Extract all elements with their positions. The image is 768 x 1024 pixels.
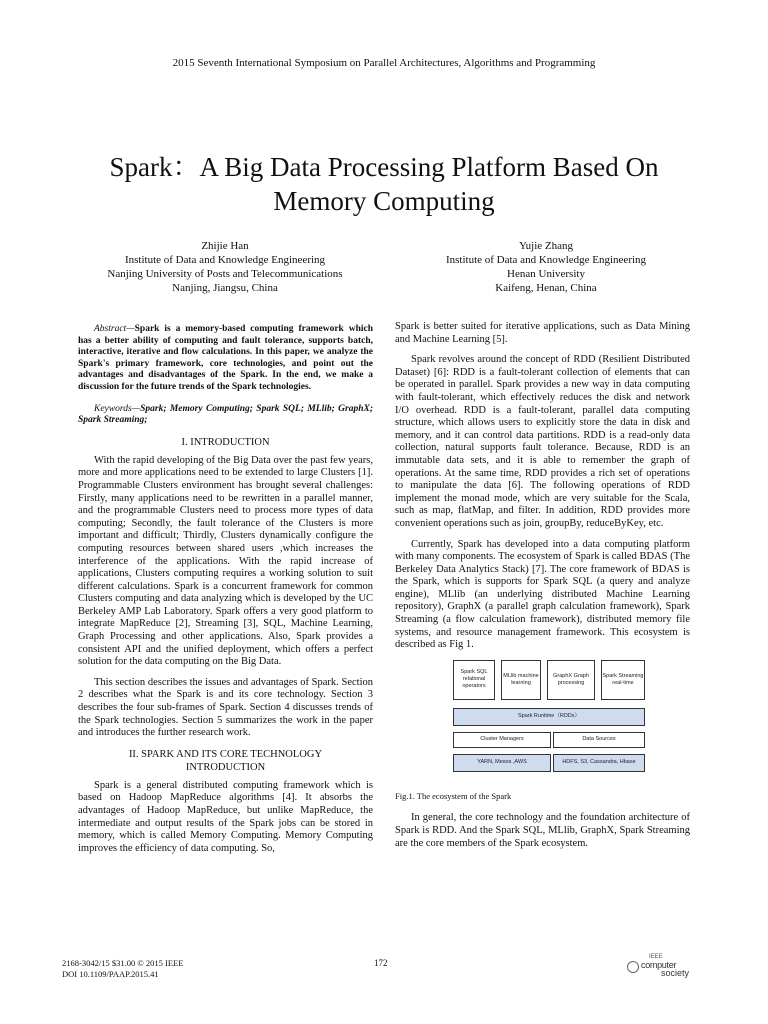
section-heading-spark-core <box>78 748 373 774</box>
section-heading-line-1: II. SPARK AND ITS CORE TECHNOLOGY <box>128 748 323 760</box>
right-paragraph-1: Spark revolves around the concept of RDD (Resilient Distributed Dataset) [6]: RDD is a fault-tolerant collection of elements that can be operated in parallel. Spark provides a new way in data computing with fault-tolerant, which effectively reduces the disk and network I/O overhead. RDD is a fault-tolerant, parallel data computing structure, which allows users to explicitly store the data in disk and memory, and it can control data partitions. RDD is a read-only data collection, natural supports fault tolerance. Because, RDD is an immutable data sets, and it is able to remember the graph of operations. At the same time, RDD provides a rich set of operations to manipulate the data [6]. The following operations of RDD implement the monad mode, which are very suitable for the Scala, such as map, flatMap, and filter. In addition, RDD provides more convenient operations such as join, groupBy, reduceByKey, etc. <box>395 354 690 529</box>
section-heading-line-2: INTRODUCTION <box>185 761 266 773</box>
title-line-1: Spark：A Big Data Processing Platform Based On <box>109 152 659 182</box>
ecosystem-figure <box>453 660 658 780</box>
logo-ring-icon <box>627 961 639 973</box>
intro-paragraph-1: With the rapid developing of the Big Data over the past few years, more and more applications need to be extended to large Clusters [1]. Programmable Clusters environment has brought several challenges: Firstly, many applications need to be rewritten in a parallel manner, and the programmable Clusters need to process more types of data computing; Secondly, the fault tolerance of the Clusters is more important and difficult; Thirdly, Clusters dynamically configure the computing resources between shared users ,which increases the interference of the applications. With the rapid increase of applications, Clusters computing requires a working solution to suit different calculations. Spark is a concurrent framework for common Clusters computing and data analyzing which is developed by the UC Berkeley AMP Lab Laboratory. Spark offers a very good platform to integrate MapReduce [2], Streaming [3], SQL, Machine Learning, Graph Processing and other applications. Also, Spark provides a consistent API and the unified deployment, which offers a perfect solution for the data computing on the Big Data. <box>78 454 373 668</box>
figure-box-cluster-managers: Cluster Managers <box>453 732 551 748</box>
right-column <box>395 321 690 858</box>
author-location: Kaifeng, Henan, China <box>495 282 597 294</box>
section-heading-introduction: I. INTRODUCTION <box>181 436 270 448</box>
keywords-label: Keywords— <box>94 403 141 414</box>
computer-society-logo <box>627 954 690 978</box>
abstract-label: Abstract— <box>94 324 135 334</box>
figure-box-data-sources: Data Sources <box>553 732 645 748</box>
author-name: Yujie Zhang <box>518 240 574 252</box>
right-paragraph-3: In general, the core technology and the foundation architecture of Spark is RDD. And the Spark SQL, MLlib, GraphX, Spark Streaming are the core members of the Spark ecosystem. <box>395 812 690 849</box>
figure-box-hdfs: HDFS, S3, Cassandra, Hbase <box>553 754 645 772</box>
logo-computer: computer <box>641 960 677 970</box>
figure-box-mllib: MLlib machine learning <box>501 660 541 700</box>
title-line-2: Memory Computing <box>273 186 495 216</box>
logo-society: society <box>661 968 690 978</box>
logo-ieee: IEEE <box>649 954 663 960</box>
author-name: Zhijie Han <box>201 240 249 252</box>
footer-price-line: 2168-3042/15 $31.00 © 2015 IEEE <box>62 958 184 968</box>
author-location: Nanjing, Jiangsu, China <box>172 282 278 294</box>
footer-copyright <box>62 958 183 980</box>
figure-box-graphx: GraphX Graph processing <box>547 660 595 700</box>
author-block-1 <box>80 239 370 295</box>
keywords-text: Spark; Memory Computing; Spark SQL; MLlib; GraphX; Spark Streaming; <box>78 403 373 426</box>
intro-paragraph-2: This section describes the issues and advantages of Spark. Section 2 describes what the Spark is and its core technology. Section 3 describes the four sub-frames of Spark. Section 4 discusses trends of the Spark technologies. Section 5 summarizes the work in the paper and introduces the further research work. <box>78 676 373 739</box>
page-number: 172 <box>374 958 388 968</box>
author-institution: Henan University <box>507 268 585 280</box>
figure-box-yarn: YARN, Mesos ,AWS <box>453 754 551 772</box>
abstract <box>78 324 373 394</box>
figure-caption: Fig.1. The ecosystem of the Spark <box>395 790 512 801</box>
paper-title <box>40 150 728 218</box>
author-block-2 <box>400 239 692 295</box>
right-paragraph-2: Currently, Spark has developed into a data computing platform with many components. The ecosystem of Spark is called BDAS (The Berkeley Data Analytics Stack) [7]. The core framework of BDAS is the Spark, which is supports for Spark SQL (a query and analyze engine), MLlib (an underlying distributed Machine Learning repository), GraphX (a parallel graph calculation framework), Spark Streaming (a flow calculation framework), distributed memory file systems, and resource management framework. This ecosystem is described as Fig 1. <box>395 538 690 651</box>
right-paragraph-0: Spark is better suited for iterative applications, such as Data Mining and Machine Learning [5]. <box>395 321 690 345</box>
author-affiliation: Institute of Data and Knowledge Engineering <box>445 254 647 266</box>
figure-box-runtime: Spark Runtime（RDDs） <box>453 708 645 726</box>
conference-header: 2015 Seventh International Symposium on Parallel Architectures, Algorithms and Programming <box>172 57 596 69</box>
section2-paragraph-1: Spark is a general distributed computing framework which is based on Hadoop MapReduce algorithms [4]. It absorbs the advantages of Hadoop MapReduce, but unlike MapReduce, the intermediate and output results of the Spark jobs can be stored in memory, which is called Memory Computing. Memory Computing improves the efficiency of data computing. So, <box>78 779 373 854</box>
abstract-text: Spark is a memory-based computing framework which has a better ability of computing and fault tolerance, supports batch, interactive, iterative and flow calculations. In this paper, we analyze the Spark's primary framework, core technologies, and point out the advantages and disadvantages of the Spark. In the end, we make a discussion for the future trends of the Spark technologies. <box>78 324 373 392</box>
figure-box-spark-sql: Spark SQL relational operators <box>453 660 495 700</box>
figure-box-streaming: Spark Streaming real-time <box>601 660 645 700</box>
left-column <box>78 324 373 863</box>
author-institution: Nanjing University of Posts and Telecommunications <box>107 268 343 280</box>
author-affiliation: Institute of Data and Knowledge Engineering <box>124 254 326 266</box>
keywords <box>78 404 373 427</box>
footer-doi: DOI 10.1109/PAAP.2015.41 <box>62 969 159 979</box>
